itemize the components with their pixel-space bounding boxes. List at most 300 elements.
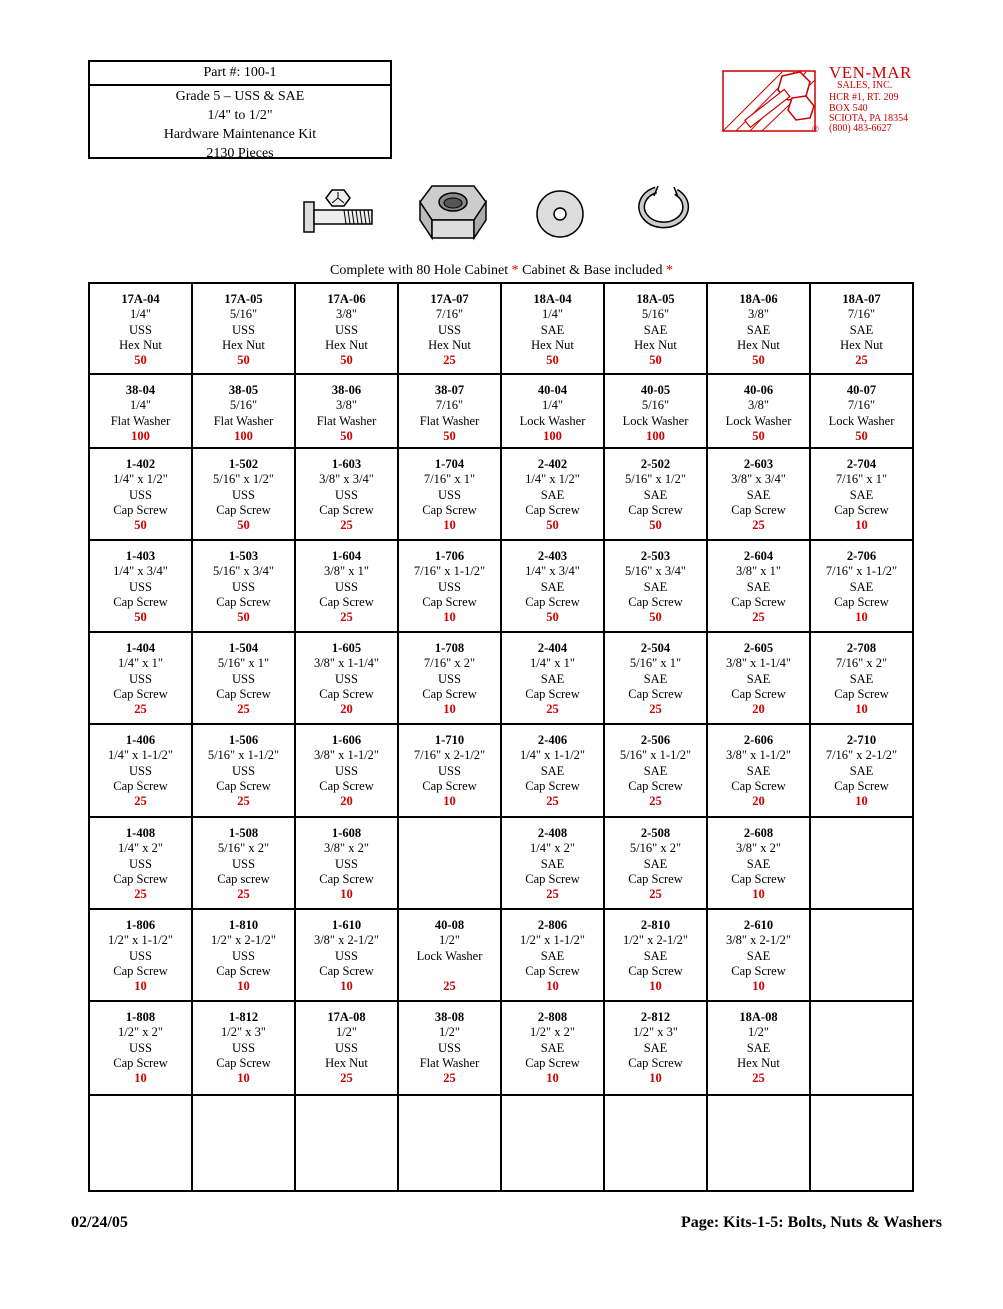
grid-cell [604,283,707,374]
type-label: Cap Screw [525,871,580,886]
part-number: 1-402 [125,457,156,471]
grade-label [813,857,910,872]
type-label: Cap Screw [834,778,889,793]
quantity [813,1165,910,1180]
grid-cell [810,1095,913,1191]
grid-cell [192,1001,295,1095]
size-label: 7/16" x 2" [835,656,888,671]
quantity: 10 [855,610,868,625]
grid-cell [398,374,501,448]
part-number: 1-403 [125,549,156,563]
grid-cell [707,283,810,374]
grade-label: SAE [746,1040,771,1055]
size-label: 1/2" [438,933,461,948]
size-label: 3/8" x 1" [736,564,781,579]
quantity: 25 [134,702,147,717]
size-label: 7/16" [435,398,464,413]
type-label: Cap Screw [731,686,786,701]
grade-label [401,857,498,872]
grade-label [813,1041,910,1056]
type-label: Cap Screw [319,594,374,609]
size-label: 7/16" [435,307,464,322]
grade-label: SAE [746,322,771,337]
size-label: 1/4" x 1" [118,656,163,671]
part-number: 1-603 [331,457,362,471]
part-number [401,826,498,841]
grade-label: SAE [643,1040,668,1055]
caption-asterisk: * [511,263,519,278]
cabinet-caption [0,263,1003,279]
size-label: 1/4" [129,307,152,322]
type-label: Cap Screw [834,594,889,609]
quantity: 25 [443,979,456,994]
grade-label: USS [335,322,358,337]
type-label [401,1150,498,1165]
type-label: Hex Nut [737,337,780,352]
grade-label: SAE [643,579,668,594]
quantity: 50 [546,518,559,533]
grade-label: USS [335,671,358,686]
quantity: 50 [237,518,250,533]
size-label: 5/16" [641,307,670,322]
size-label: 7/16" x 1" [835,472,888,487]
venmar-logo [722,64,962,140]
size-label: 5/16" [229,398,258,413]
type-label: Cap Screw [525,686,580,701]
grade-label: SAE [643,487,668,502]
size-label: 3/8" x 1" [324,564,369,579]
grid-cell [501,909,604,1001]
type-label: Cap Screw [422,502,477,517]
size-label: 1/2" x 2" [530,1025,575,1040]
grid-cell [707,374,810,448]
quantity: 25 [752,610,765,625]
grid-row [89,448,913,540]
grade-label: USS [129,948,152,963]
size-label: 5/16" x 3/4" [213,564,274,579]
part-number [607,1104,704,1119]
quantity: 10 [855,702,868,717]
quantity: 25 [752,1071,765,1086]
size-label [401,841,498,856]
size-label [401,1119,498,1134]
part-number: 2-810 [640,918,671,932]
part-number: 17A-05 [224,292,263,306]
kit-description [90,86,390,163]
grade-label: SAE [643,763,668,778]
type-label: Hex Nut [634,337,677,352]
grid-cell [707,632,810,724]
grid-row [89,1001,913,1095]
quantity [401,887,498,902]
size-label: 3/8" x 1-1/4" [725,656,792,671]
type-label: Cap Screw [731,871,786,886]
quantity: 20 [752,702,765,717]
size-label [710,1119,807,1134]
type-label: Cap Screw [113,1055,168,1070]
grade-label: SAE [540,322,565,337]
part-number: 18A-07 [842,292,881,306]
size-label [813,1119,910,1134]
size-label: 1/2" x 2-1/2" [622,933,689,948]
grid-row [89,724,913,817]
grade-label [504,1135,601,1150]
part-number: 1-506 [228,733,259,747]
quantity: 50 [752,353,765,368]
quantity: 25 [546,794,559,809]
part-number: 40-05 [640,383,671,397]
grid-cell [398,1095,501,1191]
grid-cell [604,632,707,724]
hex-bolt-icon [302,188,376,240]
type-label [813,1056,910,1071]
quantity: 25 [340,610,353,625]
grid-cell [89,540,192,632]
size-label: 3/8" x 2-1/2" [313,933,380,948]
size-label: 1/2" [747,1025,770,1040]
grid-cell [192,909,295,1001]
quantity [92,1165,189,1180]
size-label: 3/8" x 1-1/4" [313,656,380,671]
quantity: 25 [237,794,250,809]
grade-label: SAE [540,579,565,594]
grid-row [89,909,913,1001]
part-number: 1-812 [228,1010,259,1024]
type-label: Cap Screw [628,871,683,886]
part-number [813,918,910,933]
size-label: 3/8" x 1-1/2" [313,748,380,763]
type-label: Cap Screw [525,594,580,609]
grade-label: USS [232,487,255,502]
size-label: 1/2" x 1-1/2" [519,933,586,948]
grid-cell [295,909,398,1001]
type-label: Cap Screw [113,686,168,701]
type-label [401,964,498,979]
grid-row [89,540,913,632]
grid-cell [192,724,295,817]
grid-cell [295,724,398,817]
size-label: 7/16" x 2-1/2" [413,748,486,763]
quantity: 100 [543,428,562,443]
quantity [813,1071,910,1086]
type-label: Hex Nut [840,337,883,352]
quantity: 10 [752,887,765,902]
size-label [298,1119,395,1134]
flat-washer-icon [534,188,586,240]
grid-cell [501,632,604,724]
part-number: 18A-04 [533,292,572,306]
quantity: 25 [855,353,868,368]
grid-cell [295,374,398,448]
part-number: 1-710 [434,733,465,747]
part-number: 17A-08 [327,1010,366,1024]
grade-label [710,1135,807,1150]
type-label: Cap Screw [731,778,786,793]
grade-label [92,1135,189,1150]
part-number: 2-806 [537,918,568,932]
grade-label: USS [335,487,358,502]
grade-label [813,949,910,964]
quantity: 10 [134,979,147,994]
grid-cell [604,724,707,817]
grid-cell [89,724,192,817]
quantity: 25 [237,702,250,717]
desc-line: 2130 Pieces [206,146,274,161]
part-number: 1-606 [331,733,362,747]
grid-cell [89,1001,192,1095]
type-label: Cap Screw [113,778,168,793]
logo-name: VEN-MAR [829,63,912,82]
grade-label: SAE [540,856,565,871]
grid-cell [192,283,295,374]
type-label: Cap Screw [422,594,477,609]
grid-cell [192,1095,295,1191]
size-label: 3/8" x 1-1/2" [725,748,792,763]
quantity: 50 [752,428,765,443]
type-label: Lock Washer [519,413,586,428]
quantity: 10 [546,979,559,994]
grade-label: USS [129,579,152,594]
quantity: 25 [340,518,353,533]
part-number [298,1104,395,1119]
type-label: Hex Nut [325,337,368,352]
grid-row [89,632,913,724]
type-label [504,1150,601,1165]
part-number: 2-704 [846,457,877,471]
desc-line: Grade 5 – USS & SAE [175,89,305,104]
type-label: Cap Screw [216,502,271,517]
grid-cell [295,283,398,374]
grid-cell [604,1001,707,1095]
size-label [607,1119,704,1134]
part-number: 1-706 [434,549,465,563]
grid-cell [810,540,913,632]
caption-asterisk: * [665,263,673,278]
type-label: Flat Washer [316,413,377,428]
grid-cell [707,540,810,632]
bolt-nut-logo-icon [722,70,826,134]
size-label: 5/16" x 2" [217,841,270,856]
size-label: 5/16" x 2" [629,841,682,856]
quantity: 10 [134,1071,147,1086]
quantity [298,1165,395,1180]
grid-cell [810,374,913,448]
quantity: 10 [546,1071,559,1086]
quantity: 50 [237,353,250,368]
type-label: Hex Nut [428,337,471,352]
type-label: Cap Screw [731,963,786,978]
grid-cell [398,1001,501,1095]
part-number: 2-406 [537,733,568,747]
grade-label: SAE [540,671,565,686]
grade-label [813,1135,910,1150]
quantity: 25 [237,887,250,902]
part-number [813,1104,910,1119]
part-number: 38-04 [125,383,156,397]
type-label: Cap Screw [628,686,683,701]
quantity: 50 [340,428,353,443]
quantity: 20 [752,794,765,809]
logo-line: (800) 483-6627 [829,123,892,134]
size-label: 5/16" x 1-1/2" [207,748,280,763]
quantity: 25 [546,702,559,717]
part-number: 1-604 [331,549,362,563]
quantity: 100 [646,428,665,443]
part-number: 2-708 [846,641,877,655]
grade-label: SAE [540,1040,565,1055]
part-number [813,1010,910,1025]
part-number: 1-610 [331,918,362,932]
grade-label: SAE [746,763,771,778]
desc-line: Hardware Maintenance Kit [163,127,317,142]
quantity [607,1165,704,1180]
type-label: Cap Screw [834,502,889,517]
part-number: 18A-05 [636,292,675,306]
grade-label: SAE [540,763,565,778]
size-label [195,1119,292,1134]
grade-label [401,1135,498,1150]
part-number: 2-603 [743,457,774,471]
quantity [195,1165,292,1180]
grid-cell [810,1001,913,1095]
quantity [401,1165,498,1180]
type-label: Cap Screw [422,778,477,793]
type-label [813,1150,910,1165]
part-number: 1-808 [125,1010,156,1024]
part-number: 1-608 [331,826,362,840]
grade-label [298,1135,395,1150]
part-number: 2-706 [846,549,877,563]
quantity: 50 [443,428,456,443]
type-label: Hex Nut [222,337,265,352]
quantity: 25 [649,702,662,717]
part-number: 1-806 [125,918,156,932]
part-number: Part #: 100-1 [90,62,390,86]
grade-label: USS [129,671,152,686]
grid-cell [295,1001,398,1095]
logo-line: HCR #1, RT. 209 [829,92,899,103]
size-label: 7/16" [847,398,876,413]
grid-cell [810,724,913,817]
grade-label: USS [129,1040,152,1055]
quantity: 25 [752,518,765,533]
grid-cell [501,374,604,448]
grade-label: SAE [643,856,668,871]
grid-cell [707,1095,810,1191]
caption-text: Complete with 80 Hole Cabinet [330,263,512,278]
size-label [813,841,910,856]
logo-line: BOX 540 [829,103,868,114]
grid-cell [501,724,604,817]
part-number: 2-408 [537,826,568,840]
quantity: 25 [443,353,456,368]
grid-cell [707,909,810,1001]
type-label: Cap Screw [525,502,580,517]
size-label: 1/4" x 1" [530,656,575,671]
quantity: 25 [134,887,147,902]
size-label: 5/16" x 1/2" [213,472,274,487]
grid-cell [398,540,501,632]
quantity: 25 [546,887,559,902]
type-label: Cap Screw [422,686,477,701]
grid-cell [89,374,192,448]
type-label: Cap Screw [525,963,580,978]
part-number: 18A-08 [739,1010,778,1024]
logo-line: SALES, INC. [837,80,893,91]
grid-cell [501,448,604,540]
type-label: Cap Screw [113,963,168,978]
size-label: 3/8" [747,307,770,322]
grade-label: USS [129,763,152,778]
grid-cell [295,817,398,909]
type-label [92,1150,189,1165]
grade-label: USS [438,487,461,502]
footer-page-label: Page: Kits-1-5: Bolts, Nuts & Washers [680,1214,942,1231]
quantity: 20 [340,794,353,809]
grid-cell [501,1001,604,1095]
grid-cell [295,540,398,632]
part-number: 2-710 [846,733,877,747]
size-label: 5/16" x 1/2" [625,472,686,487]
desc-line: 1/4" to 1/2" [207,108,273,123]
grid-cell [398,448,501,540]
part-number: 2-608 [743,826,774,840]
size-label: 5/16" x 1" [629,656,682,671]
quantity: 25 [340,1071,353,1086]
grid-cell [192,448,295,540]
grade-label: USS [438,671,461,686]
grade-label: USS [438,322,461,337]
size-label: 1/2" [438,1025,461,1040]
size-label: 7/16" x 2-1/2" [825,748,898,763]
part-number: 40-06 [743,383,774,397]
grid-cell [89,817,192,909]
grid-row [89,817,913,909]
grade-label: USS [232,579,255,594]
type-label: Hex Nut [325,1055,368,1070]
quantity: 100 [234,428,253,443]
size-label: 7/16" [847,307,876,322]
part-number: 2-402 [537,457,568,471]
grid-cell [398,909,501,1001]
type-label: Cap Screw [216,594,271,609]
quantity: 10 [443,794,456,809]
quantity: 10 [443,702,456,717]
grid-cell [398,724,501,817]
part-number: 2-605 [743,641,774,655]
type-label: Cap Screw [628,963,683,978]
size-label: 1/4" x 3/4" [525,564,580,579]
type-label [607,1150,704,1165]
grid-cell [295,632,398,724]
part-number: 1-605 [331,641,362,655]
quantity: 10 [649,979,662,994]
grid-cell [89,632,192,724]
size-label: 1/2" x 2" [118,1025,163,1040]
grade-label: USS [232,322,255,337]
type-label: Cap Screw [731,502,786,517]
grid-row [89,374,913,448]
type-label [298,1150,395,1165]
hardware-icons [0,180,1003,250]
part-number: 40-07 [846,383,877,397]
grade-label: SAE [746,948,771,963]
grid-cell [810,448,913,540]
part-number: 40-08 [434,918,465,932]
part-number: 38-07 [434,383,465,397]
size-label: 5/16" [641,398,670,413]
grade-label: USS [232,856,255,871]
